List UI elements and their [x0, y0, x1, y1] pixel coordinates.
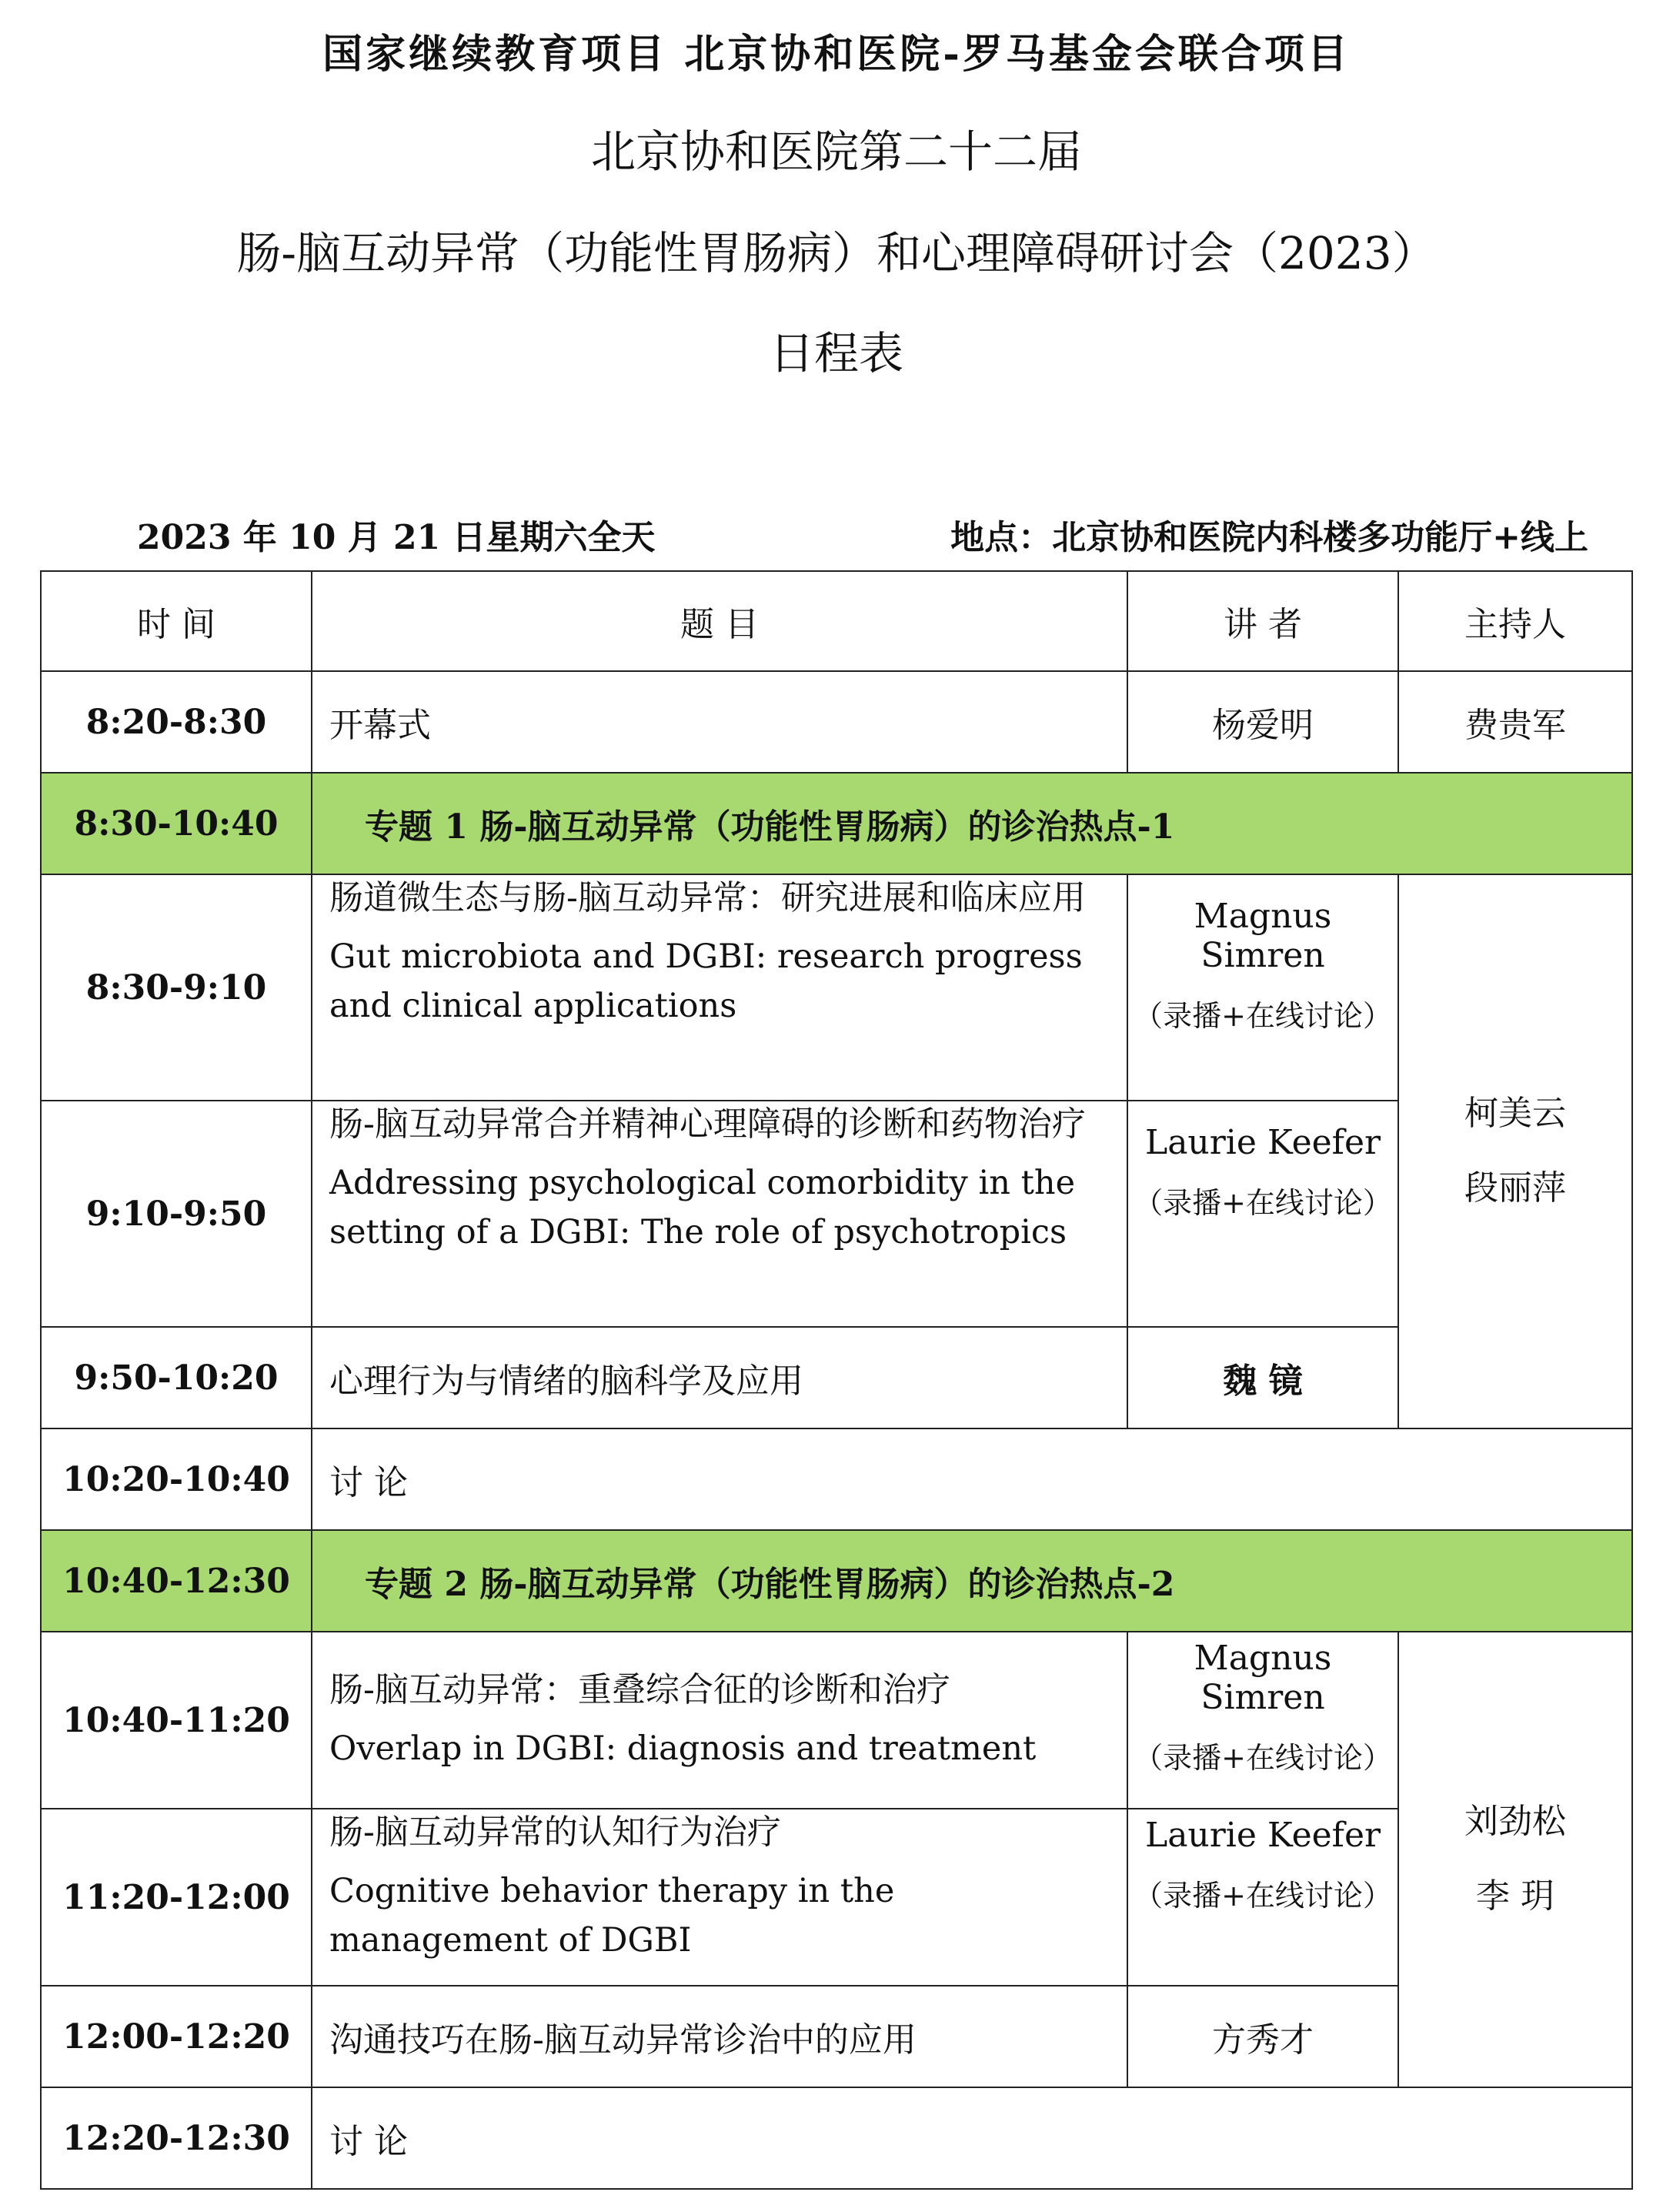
table-row: [41, 1809, 1632, 1986]
event-date: 2023 年 10 月 21 日星期六全天: [137, 518, 656, 557]
table-row: [41, 671, 1632, 773]
speaker-note: （录播+在线讨论）: [1134, 1186, 1392, 1220]
discussion-cell: 讨 论: [312, 2087, 1632, 2189]
speaker-cell: [1127, 874, 1398, 1101]
speaker-note: （录播+在线讨论）: [1134, 1879, 1392, 1913]
table-row: [41, 2087, 1632, 2189]
host-cell: [1398, 874, 1632, 1428]
session-time-cell: 10:40-12:30: [41, 1530, 312, 1632]
host-name: 柯美云: [1464, 1094, 1566, 1134]
topic-cell: [312, 1632, 1127, 1809]
time-cell: 11:20-12:00: [41, 1809, 312, 1986]
host-name: 刘劲松: [1464, 1802, 1566, 1842]
topic-cell: 沟通技巧在肠-脑互动异常诊治中的应用: [312, 1986, 1127, 2087]
speaker-name: Laurie Keefer: [1144, 1123, 1381, 1162]
topic-cell: 开幕式: [312, 671, 1127, 773]
session-title: 专题 2 肠-脑互动异常（功能性胃肠病）的诊治热点-2: [312, 1530, 1632, 1632]
column-header-speaker: 讲 者: [1127, 571, 1398, 671]
time-cell: 10:40-11:20: [41, 1632, 312, 1809]
speaker-cell: 杨爱明: [1127, 671, 1398, 773]
discussion-cell: 讨 论: [312, 1428, 1632, 1530]
speaker-cell: 魏 镜: [1127, 1327, 1398, 1428]
table-row: [41, 1101, 1632, 1327]
speaker-name: Magnus Simren: [1194, 897, 1332, 975]
project-title: 国家继续教育项目 北京协和医院-罗马基金会联合项目: [322, 31, 1351, 78]
host-name: 李 玥: [1476, 1876, 1554, 1916]
session-title: 专题 1 肠-脑互动异常（功能性胃肠病）的诊治热点-1: [312, 773, 1632, 874]
speaker-name: Magnus Simren: [1194, 1639, 1332, 1717]
event-location: 地点：北京协和医院内科楼多功能厅+线上: [950, 518, 1588, 557]
topic-en: Cognitive behavior therapy in the management of DGBI: [329, 1871, 895, 1960]
schedule-title: 日程表: [769, 327, 903, 379]
session-header-row: [41, 1530, 1632, 1632]
column-header-topic: 题 目: [312, 571, 1127, 671]
column-header-host: 主持人: [1398, 571, 1632, 671]
table-row: [41, 1632, 1632, 1809]
time-cell: 8:30-9:10: [41, 874, 312, 1101]
host-cell: 费贵军: [1398, 671, 1632, 773]
time-cell: 12:20-12:30: [41, 2087, 312, 2189]
speaker-note: （录播+在线讨论）: [1134, 999, 1392, 1033]
topic-en: Overlap in DGBI: diagnosis and treatment: [329, 1729, 1037, 1768]
topic-zh: 肠-脑互动异常合并精神心理障碍的诊断和药物治疗: [329, 1104, 1086, 1144]
topic-zh: 肠-脑互动异常的认知行为治疗: [329, 1813, 781, 1852]
conference-edition: 北京协和医院第二十二届: [590, 125, 1082, 178]
table-row: [41, 1428, 1632, 1530]
host-cell: [1398, 1632, 1632, 2087]
time-cell: 12:00-12:20: [41, 1986, 312, 2087]
speaker-cell: 方秀才: [1127, 1986, 1398, 2087]
table-row: [41, 874, 1632, 1101]
time-cell: 9:50-10:20: [41, 1327, 312, 1428]
table-row: [41, 1327, 1632, 1428]
topic-en: Addressing psychological comorbidity in the setting of a DGBI: The role of psychotropics: [329, 1163, 1076, 1252]
topic-en: Gut microbiota and DGBI: research progress and clinical applications: [329, 937, 1083, 1026]
session-time-cell: 8:30-10:40: [41, 773, 312, 874]
topic-zh: 肠-脑互动异常：重叠综合征的诊断和治疗: [329, 1669, 950, 1709]
speaker-name: Laurie Keefer: [1144, 1816, 1381, 1855]
speaker-cell: [1127, 1809, 1398, 1986]
conference-title: 肠-脑互动异常（功能性胃肠病）和心理障碍研讨会（2023）: [236, 227, 1437, 279]
topic-cell: [312, 1101, 1127, 1327]
table-row: [41, 1986, 1632, 2087]
topic-cell: 心理行为与情绪的脑科学及应用: [312, 1327, 1127, 1428]
speaker-cell: [1127, 1101, 1398, 1327]
session-header-row: [41, 773, 1632, 874]
time-cell: 10:20-10:40: [41, 1428, 312, 1530]
topic-cell: [312, 1809, 1127, 1986]
schedule-table: [40, 570, 1633, 2190]
column-header-time: 时 间: [41, 571, 312, 671]
speaker-cell: [1127, 1632, 1398, 1809]
topic-cell: [312, 874, 1127, 1101]
time-cell: 9:10-9:50: [41, 1101, 312, 1327]
topic-zh: 肠道微生态与肠-脑互动异常：研究进展和临床应用: [329, 878, 1086, 917]
host-name: 段丽萍: [1464, 1168, 1566, 1208]
speaker-note: （录播+在线讨论）: [1134, 1741, 1392, 1775]
table-header-row: [41, 571, 1632, 671]
time-cell: 8:20-8:30: [41, 671, 312, 773]
